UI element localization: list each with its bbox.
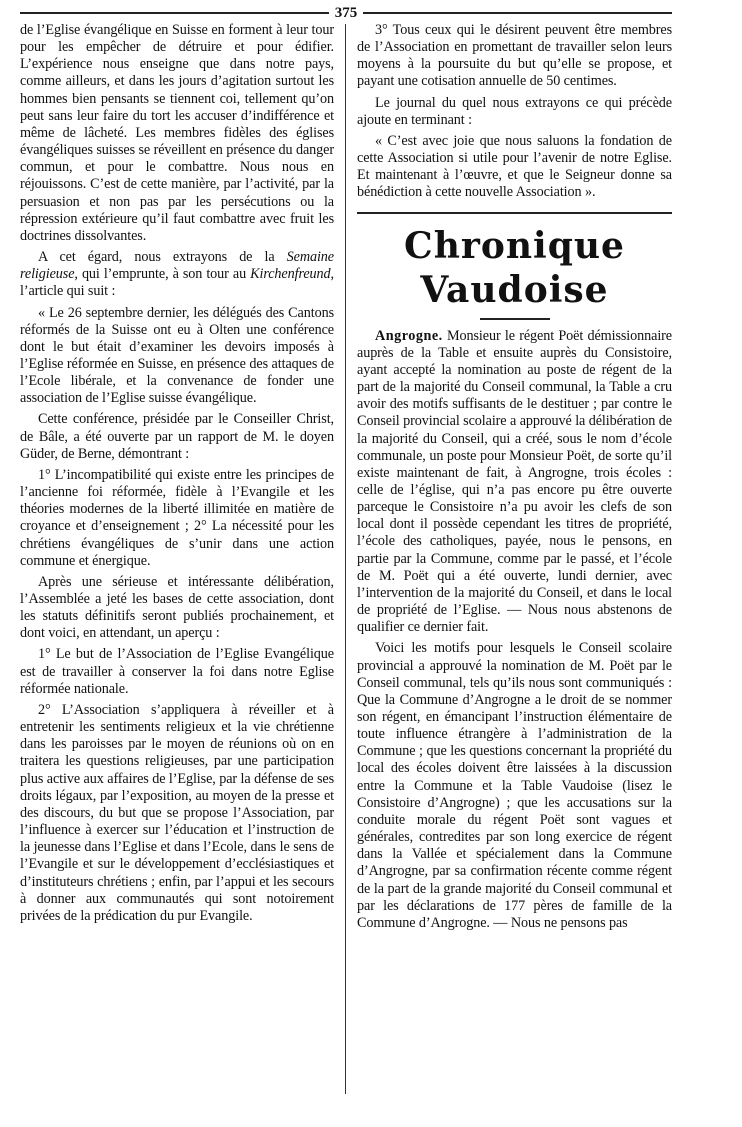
paragraph: « C’est avec joie que nous saluons la fondation de cette Association si utile pour l’avenir de notre Eglise. Et maintenant à l’œuvre, et que le Seigneur donne sa bénédiction à cette nouvelle Association ». [357, 132, 672, 201]
paragraph: 1° Le but de l’Association de l’Eglise Evangélique est de travailler à conserver la foi dans notre Eglise réformée nationale. [20, 646, 334, 697]
header-rule-left [20, 12, 329, 14]
source-title: Kirchenfreund [250, 266, 331, 283]
paragraph: de l’Eglise évangélique en Suisse en forment à leur tour pour les empêcher de détruire et pour édifier. L’expérience nous enseigne que dans notre pays, comme ailleurs, et dans les jours d’agitation surtout les hommes bien pensants se tiennent coi, tellement qu’on peut sans leur faire du tort les accuser d’indifférence et même de lâcheté. Les membres fidèles des églises évangéliques suisses se réveillent en présence du danger commun, et pour le combattre. Nous nous en réjouissons. C’est de cette manière, par l’activité, par la persuasion et non pas par les persécutions ou la répression extérieure qu’il faut combattre avec fruit les doctrines dissolvantes. [20, 22, 334, 244]
citation-paragraph [20, 249, 334, 300]
paragraph: Voici les motifs pour lesquels le Conseil scolaire provincial a approuvé la nomination de M. Poët par le Conseil communal, tels qu’ils nous sont communiqués : Que la Commune d’Angrogne a le droit de se nommer son régent, en émancipant l’instruction élémentaire de toute influence étrangère à l’administration de la Commune ; que les questions concernant la propriété du local des écoles doivent être laissées à la discussion entre la Commune et la Table Vaudoise (lisez le Consistoire d’Angrogne) ; que les accusations sur la conduite morale du régent Poët sont vagues et générales, contredites par son long exercice de régent dans la Vallée et spécialement dans la Commune d’Angrogne, par sa confirmation récente comme régent de la part de la grande majorité du Conseil communal et par les déclarations de 177 pères de famille de la Commune d’Angrogne. — Nous ne pensons pas [357, 640, 672, 931]
place-name: Angrogne. [375, 327, 443, 344]
paragraph: « Le 26 septembre dernier, les délégués des Cantons réformés de la Suisse ont eu à Olten une conférence dont le but était d’examiner les devoirs imposés à l’Eglise réformée en Suisse, en présence des attaques de l’Ecole libérale, et la convenance de fonder une association de l’Eglise suisse évangélique. [20, 304, 334, 407]
news-text: Monsieur le régent Poët démissionnaire auprès de la Table et ensuite auprès du Consistoire, ayant accepté la nomination au poste de régent de la part de la majorité du Conseil communal, la Table a cru avoir des motifs suffisants de le destituer ; par contre le Conseil provincial scolaire a approuvé la délibération de la majorité du Conseil, qui a créé, sous le nom d’école communale, un poste pour Monsieur Poët, de sorte qu’il existe maintenant de fait, à Angrogne, trois écoles : celle de l’église, qui n’a pas encore pu être ouverte parceque le Consistoire n’a pu avoir les clefs de son local dont il possède cependant les titres de propriété, l’école des catholiques, payée, nous le pensons, en partie par la Commune, comme par le passé, et l’école de M. Poët qui a été ouverte, lundi dernier, avec l’intervention de la majorité du Conseil, et dans le local de propriété de l’Eglise. — Nous nous abstenons de qualifier ce dernier fait. [357, 327, 672, 636]
paragraph: 3° Tous ceux qui le désirent peuvent être membres de l’Association en promettant de travailler selon leurs moyens à la poursuite du but qu’elle se propose, et payant une cotisation annuelle de 50 centimes. [357, 22, 672, 90]
paragraph: Après une sérieuse et intéressante délibération, l’Assemblée a jeté les bases de cette association, dont les statuts définitifs seront publiés prochainement, et dont voici, en attendant, un aperçu : [20, 573, 334, 642]
page-header [20, 4, 672, 22]
page-number: 375 [334, 4, 358, 21]
section-divider [357, 212, 672, 214]
citation-text: , qui l’emprunte, à son tour au [74, 266, 251, 283]
citation-text: A cet égard, nous extrayons de la [38, 249, 287, 266]
paragraph: Cette conférence, présidée par le Conseiller Christ, de Bâle, a été ouverte par un rapport de M. le doyen Güder, de Berne, démontrant : [20, 411, 334, 462]
paragraph: 2° L’Association s’appliquera à réveiller et à entretenir les sentiments religieux et la vie chrétienne dans les paroisses par le moyen de réunions où on en traitera les questions religieuses, par une participation plus active aux affaires de l’Eglise, par la défense de ses droits légaux, par l’exposition, au moyen de la presse et des discours, du but que se propose l’Association, par l’influence à exercer sur l’éducation et l’instruction de la jeunesse dans l’Eglise et dans l’Ecole, dans le sens de l’Evangile et sur le développement d’ecclésiastiques et d’instituteurs chrétiens ; enfin, par l’appui et les secours à donner aux communautés qui sont notoirement privées de la prédication du pur Evangile. [20, 701, 334, 924]
left-column [20, 22, 334, 929]
section-title: Chronique Vaudoise [404, 224, 625, 311]
title-ornament [480, 318, 550, 320]
news-paragraph [357, 328, 672, 637]
right-column [357, 22, 672, 936]
source-title: Semaine religieuse [20, 249, 334, 283]
paragraph: Le journal du quel nous extrayons ce qui précède ajoute en terminant : [357, 94, 672, 128]
paragraph: 1° L’incompatibilité qui existe entre les principes de l’ancienne foi réformée, fidèle à l’Evangile et les théories modernes de la liberté illimitée en matière de croyance et d’enseignement ; 2° La nécessité pour les chrétiens évangéliques de s’unir dans une action commune et énergique. [20, 466, 334, 569]
citation-text: , l’article qui suit : [20, 266, 334, 300]
column-divider [345, 24, 346, 1094]
header-rule-right [363, 12, 672, 14]
